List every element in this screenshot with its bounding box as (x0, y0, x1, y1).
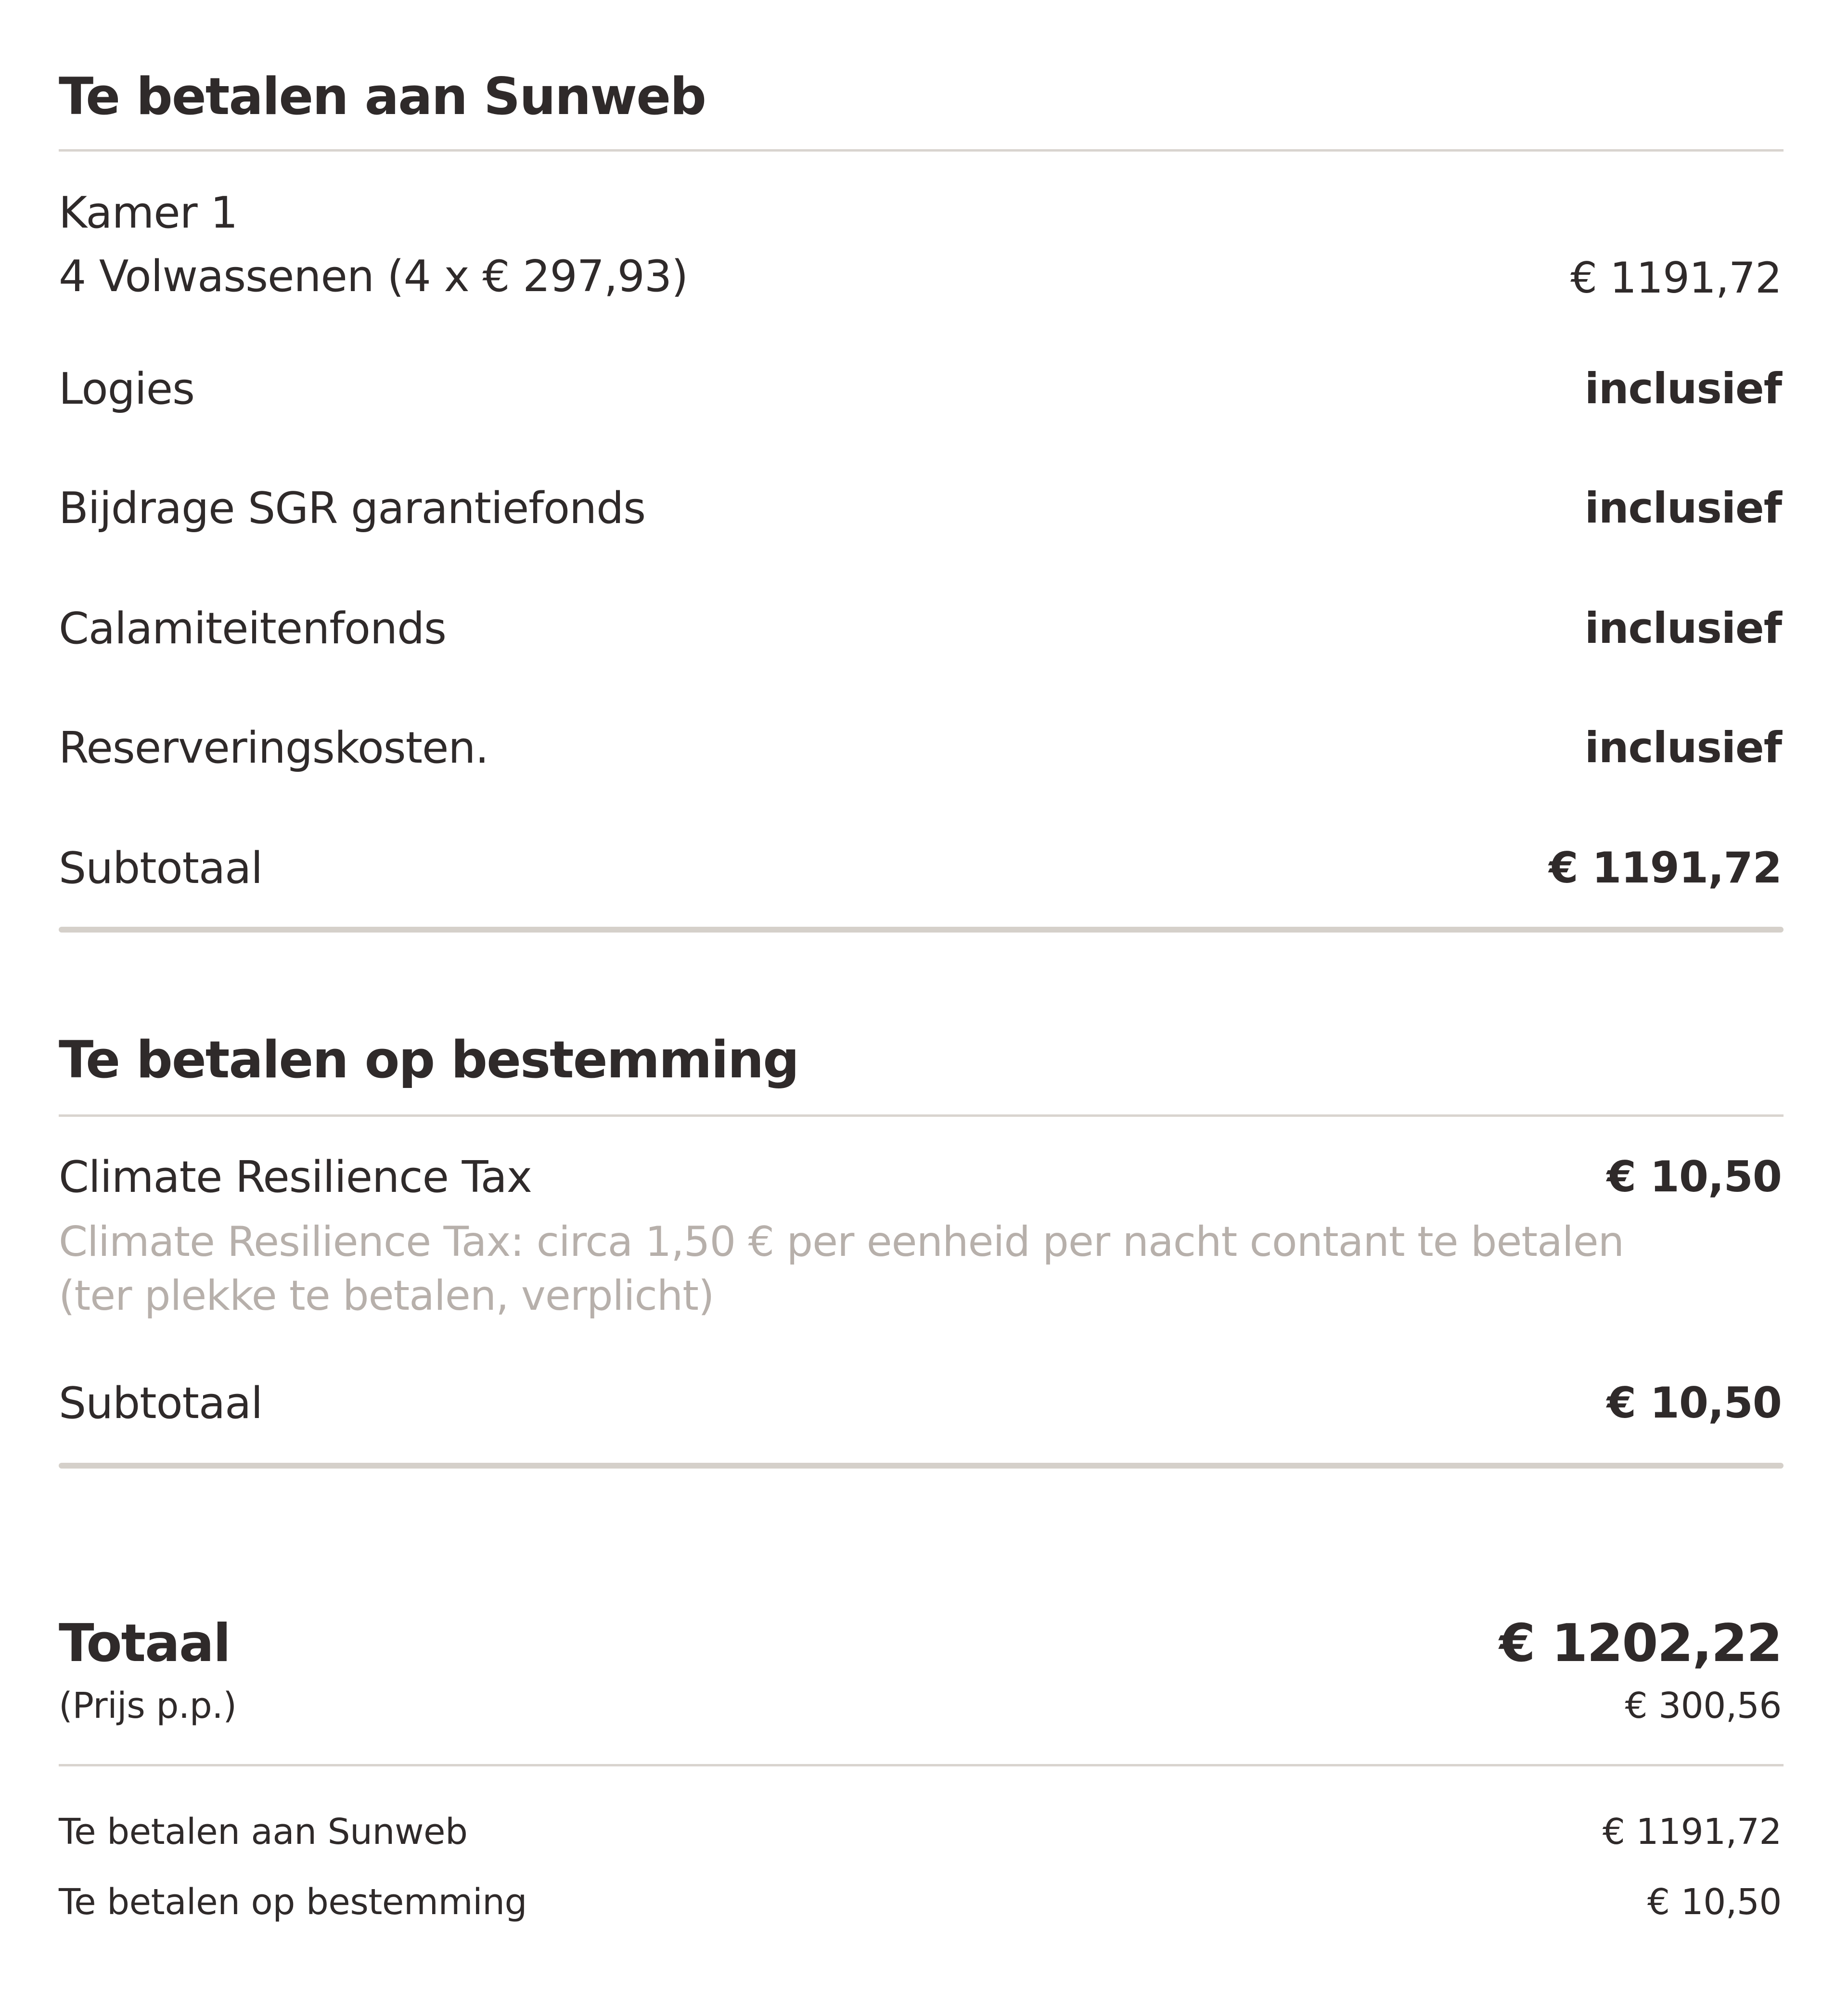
item-label-reserveringskosten: Reserveringskosten. (59, 723, 488, 773)
tax-note-line1: Climate Resilience Tax: circa 1,50 € per eenheid per nacht contant te betalen (59, 1218, 1624, 1266)
tax-label: Climate Resilience Tax (59, 1152, 532, 1202)
tax-note-line2: (ter plekke te betalen, verplicht) (59, 1272, 714, 1320)
subtotal-value-destination: € 10,50 (1606, 1378, 1782, 1428)
section-divider (59, 927, 1784, 933)
subtotal-label-destination: Subtotaal (59, 1378, 263, 1429)
section-divider (59, 1463, 1784, 1469)
subtotal-label-sunweb: Subtotaal (59, 843, 263, 894)
total-value: € 1202,22 (1499, 1613, 1782, 1674)
item-value-sgr: inclusief (1584, 483, 1782, 533)
summary-label-sunweb: Te betalen aan Sunweb (59, 1811, 468, 1853)
item-value-reserveringskosten: inclusief (1584, 723, 1782, 772)
room-label: Kamer 1 (59, 188, 238, 238)
item-value-logies: inclusief (1584, 364, 1782, 413)
divider (59, 1114, 1784, 1117)
price-pp-value: € 300,56 (1625, 1685, 1782, 1726)
divider (59, 149, 1784, 152)
item-value-calamiteitenfonds: inclusief (1584, 603, 1782, 653)
summary-value-destination: € 10,50 (1647, 1881, 1782, 1923)
summary-label-destination: Te betalen op bestemming (59, 1881, 527, 1923)
adults-line: 4 Volwassenen (4 x € 297,93) (59, 251, 688, 302)
adults-price: € 1191,72 (1570, 253, 1782, 303)
item-label-sgr: Bijdrage SGR garantiefonds (59, 483, 646, 534)
subtotal-value-sunweb: € 1191,72 (1549, 843, 1782, 893)
item-label-logies: Logies (59, 364, 195, 414)
section-title-destination: Te betalen op bestemming (59, 1030, 799, 1089)
price-pp-label: (Prijs p.p.) (59, 1685, 237, 1726)
divider (59, 1764, 1784, 1766)
total-label: Totaal (59, 1613, 230, 1674)
section-title-sunweb: Te betalen aan Sunweb (59, 67, 706, 126)
tax-value: € 10,50 (1606, 1152, 1782, 1202)
item-label-calamiteitenfonds: Calamiteitenfonds (59, 603, 446, 654)
summary-value-sunweb: € 1191,72 (1602, 1811, 1782, 1853)
